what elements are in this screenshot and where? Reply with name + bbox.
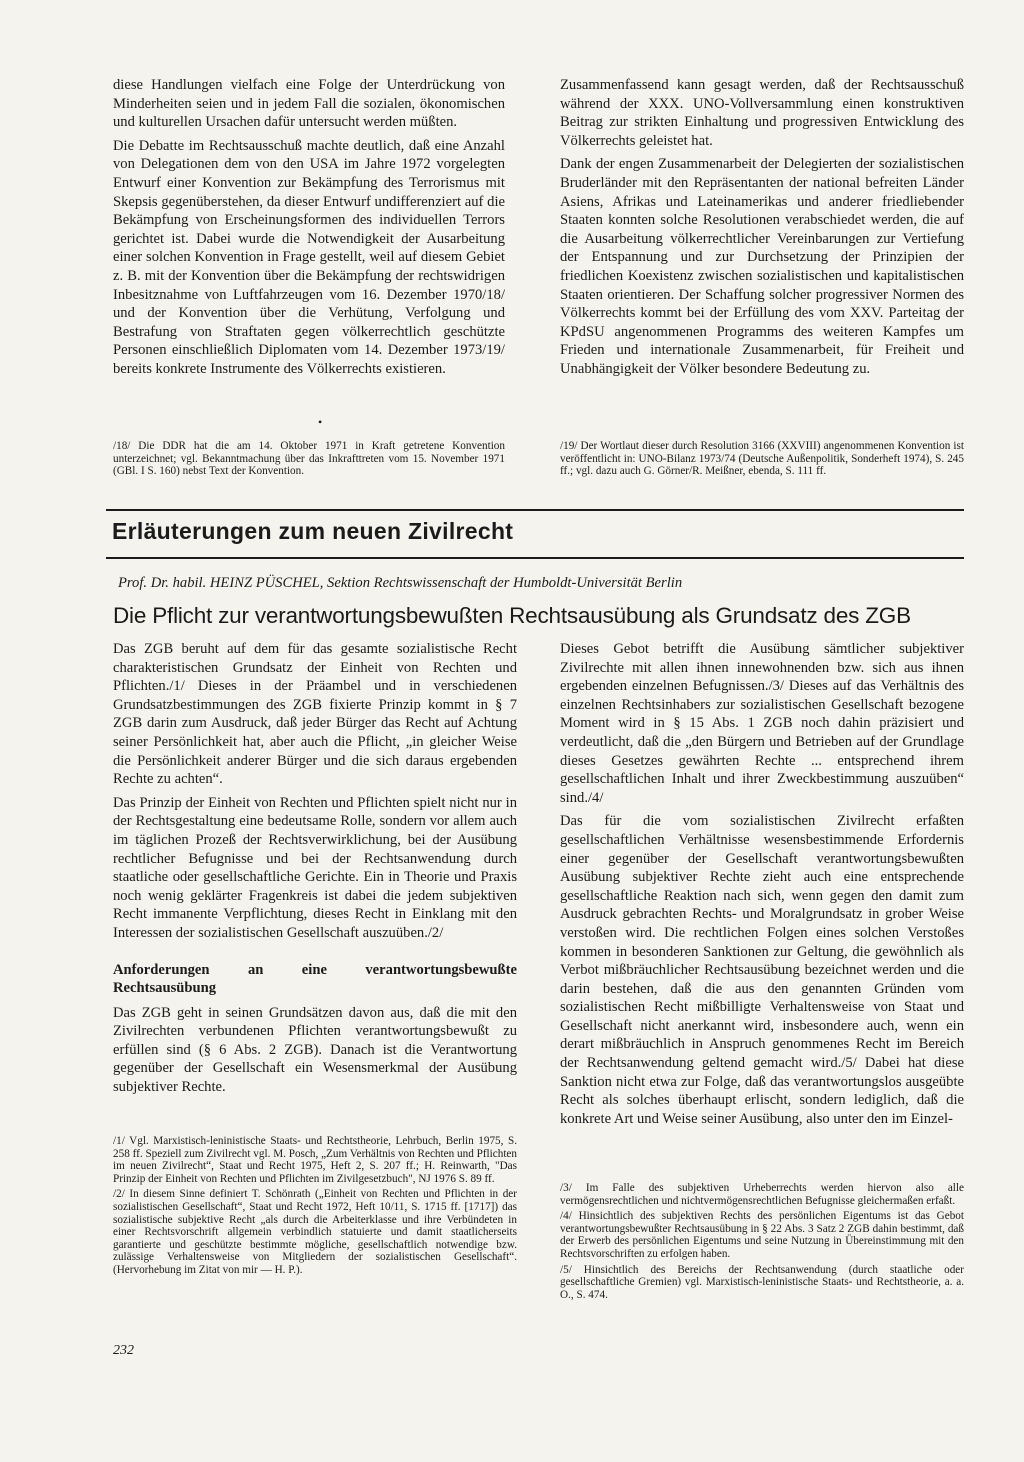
paragraph: Das ZGB geht in seinen Grundsätzen davon aus, daß die mit den Zivilrechten verbundenen Pflichten verantwortungsbewußt zu erfüllen sind (§ 6 Abs. 2 ZGB). Danach ist die Verantwortung gegenüber der Gesellschaft ein Wesensmerkmal der Ausübung subjektiver Rechte. (113, 1004, 517, 1096)
top-right-footnotes (560, 440, 964, 481)
bullet-mark-icon: • (318, 415, 323, 429)
footnote: /2/ In diesem Sinne definiert T. Schönrath („Einheit von Rechten und Pflichten in der sozialistischen Gesellschaft“, Staat und Recht 1972, Heft 10/11, S. 1715 ff. [1717]) das sozialistische subjektive Recht „als durch die Arbeiterklasse und ihre Verbündeten in einer Rechtsvorschrift allgemein verbindlich statuierte und damit staatlicherseits garantierte und geschützte bestimmte mögliche, gesellschaftlich notwendige bzw. zulässige Verhaltensweise von Mitgliedern der sozialistischen Gesellschaft“. (Hervorhebung im Zitat von mir — H. P.). (113, 1188, 517, 1276)
article-subheading: Anforderungen an eine verantwortungsbewußte Rechtsausübung (113, 961, 517, 997)
paragraph: Dank der engen Zusammenarbeit der Delegierten der sozialistischen Bruderländer mit den Repräsentanten der national befreiten Länder Asiens, Afrikas und Lateinamerikas und anderer friedliebender Staaten konnten solche Resolutionen verabschiedet werden, die auf die Ausarbeitung völkerrechtlicher Vereinbarungen zur Vertiefung der Entspannung und zur Durchsetzung der Prinzipien der friedlichen Koexistenz zwischen sozialistischen und kapitalistischen Staaten orientieren. Der Schaffung solcher progressiver Normen des Völkerrechts kommt bei der Erfüllung des vom XXV. Parteitag der KPdSU angenommenen Programms des weiteren Kampfes um Frieden und internationale Zusammenarbeit, für Freiheit und Unabhängigkeit der Völker besondere Bedeutung zu. (560, 156, 964, 377)
article-title: Die Pflicht zur verantwortungsbewußten Rechtsausübung als Grundsatz des ZGB (113, 603, 911, 628)
footnote: /1/ Vgl. Marxistisch-leninistische Staats- und Rechtstheorie, Lehrbuch, Berlin 1975, S. 258 ff. Speziell zum Zivilrecht vgl. M. Posch, „Zum Verhältnis von Rechten und Pflichten im neuen Zivilrecht“, Staat und Recht 1975, Heft 2, S. 207 ff.; H. Reinwarth, "Das Prinzip der Einheit von Rechten und Pflichten im Zivilgesetzbuch", NJ 1976 S. 89 ff. (113, 1135, 517, 1185)
top-left-footnotes (113, 440, 505, 481)
paragraph: Das ZGB beruht auf dem für das gesamte sozialistische Recht charakteristischen Grundsatz der Einheit von Rechten und Pflichten./1/ Dieses in der Präambel und in verschiedenen Grundsatzbestimmungen des ZGB fixierte Prinzip kommt in § 7 ZGB darin zum Ausdruck, daß jeder Bürger das Recht auf Achtung seiner Persönlichkeit hat, aber auch die Pflicht, „in gleicher Weise die Persönlichkeit anderer Bürger und die sich daraus ergebenden Rechte zu achten“. (113, 641, 517, 788)
footnote: /5/ Hinsichtlich des Bereichs der Rechtsanwendung (durch staatliche oder gesellschaftliche Gremien) vgl. Marxistisch-leninistische Staats- und Rechtstheorie, a. a. O., S. 474. (560, 1263, 964, 1301)
section-rule-top (106, 509, 964, 511)
article-right-footnotes (560, 1182, 964, 1304)
article-left-footnotes (113, 1135, 517, 1280)
paragraph: Dieses Gebot betrifft die Ausübung sämtlicher subjektiver Zivilrechte mit allen ihnen innewohnenden bzw. sich aus ihnen ergebenden einzelnen Befugnissen./3/ Dieses auf das Verhältnis des einzelnen Rechtsinhabers zur sozialistischen Gesellschaft bezogene Moment wird in § 15 Abs. 1 ZGB noch dahin präzisiert und verdeutlicht, daß die „den Bürgern und Betrieben auf der Grundlage dieses Gesetzes gewährten Rechte ... entsprechend ihrem gesellschaftlichen Inhalt und ihrer Zweckbestimmung auszuüben“ sind./4/ (560, 641, 964, 806)
paragraph: Das Prinzip der Einheit von Rechten und Pflichten spielt nicht nur in der Rechtsgestaltung eine bedeutsame Rolle, sondern vor allem auch im täglichen Prozeß der Rechtsverwirklichung, bei der Ausübung rechtlicher Befugnisse und bei der Rechtsanwendung durch staatliche oder gesellschaftliche Gerichte. Ein in Theorie und Praxis noch wenig geklärter Fragenkreis ist dabei die jedem subjektiven Recht immanente Verpflichtung, dieses Recht in Einklang mit den Interessen der sozialistischen Gesellschaft auszuüben./2/ (113, 794, 517, 941)
footnote: /19/ Der Wortlaut dieser durch Resolution 3166 (XXVIII) angenommenen Konvention ist veröffentlicht in: UNO-Bilanz 1973/74 (Deutsche Außenpolitik, Sonderheft 1974), S. 245 ff.; vgl. dazu auch G. Görner/R. Meißner, ebenda, S. 111 ff. (560, 440, 964, 478)
paragraph: Die Debatte im Rechtsausschuß machte deutlich, daß eine Anzahl von Delegationen dem von den USA im Jahre 1972 vorgelegten Entwurf einer Konvention zur Bekämpfung des Terrorismus mit Skepsis gegenüberstehen, da dieser Entwurf undifferenziert auf die Bekämpfung von Erscheinungsformen des individuellen Terrors gerichtet ist. Dabei wurde die Notwendigkeit der Ausarbeitung einer solchen Konvention in Frage gestellt, weil auf diesem Gebiet z. B. mit der Konvention über die Bekämpfung der rechtswidrigen Inbesitznahme von Luftfahrzeugen vom 16. Dezember 1970/18/ und der Konvention über die Verhütung, Verfolgung und Bestrafung von Straftaten gegen völkerrechtlich geschützte Personen einschließlich Diplomaten vom 14. Dezember 1973/19/ bereits konkrete Instrumente des Völkerrechts existieren. (113, 137, 505, 377)
top-right-column (560, 76, 964, 384)
section-rule-bottom (106, 557, 964, 559)
paragraph: diese Handlungen vielfach eine Folge der Unterdrückung von Minderheiten seien und in jedem Fall die sozialen, ökonomischen und kulturellen Ursachen dafür untersucht werden müßten. (113, 77, 505, 131)
section-title: Erläuterungen zum neuen Zivilrecht (112, 518, 514, 544)
paragraph: Das für die vom sozialistischen Zivilrecht erfaßten gesellschaftlichen Verhältnisse wesensbestimmende Erfordernis einer gegenüber der Gesellschaft verantwortungsbewußten Ausübung subjektiver Rechte zieht auch eine entsprechende gesellschaftliche Reaktion nach sich, wenn gegen den damit zum Ausdruck gebrachten Rechts- und Moralgrundsatz in grober Weise verstoßen wird. Die rechtlichen Folgen eines solchen Verstoßes kommen in besonderen Sanktionen zur Geltung, die gewöhnlich als Verbot mißbräuchlicher Rechtsausübung bezeichnet werden und die darin bestehen, daß die aus den genannten Gründen vom sozialistischen Recht mißbilligte Verhaltensweise von Staat und Gesellschaft nicht anerkannt wird, insbesondere auch, wenn ein derart mißbräuchlich in Anspruch genommenes Recht im Bereich der Rechtsanwendung geltend gemacht wird./5/ Dabei hat diese Sanktion nicht etwa zur Folge, daß das verantwortungslos ausgeübte Recht als solches überhaupt erlischt, sondern lediglich, daß die konkrete Art und Weise seiner Ausübung, also unter den im Einzel- (560, 813, 964, 1127)
page-number: 232 (113, 1343, 134, 1358)
article-author: Prof. Dr. habil. HEINZ PÜSCHEL, Sektion Rechtswissenschaft der Humboldt-Universität Berlin (118, 575, 683, 591)
article-right-column (560, 640, 964, 1133)
top-left-column (113, 76, 505, 384)
footnote: /3/ Im Falle des subjektiven Urheberrechts werden hiervon also alle vermögensrechtlichen und nichtvermögensrechtlichen Befugnisse gleichermaßen erfaßt. (560, 1182, 964, 1207)
article-left-column (113, 640, 517, 1102)
footnote: /18/ Die DDR hat die am 14. Oktober 1971 in Kraft getretene Konvention unterzeichnet; vgl. Bekanntmachung über das Inkrafttreten vom 15. November 1971 (GBl. I S. 160) nebst Text der Konvention. (113, 440, 505, 478)
paragraph: Zusammenfassend kann gesagt werden, daß der Rechtsausschuß während der XXX. UNO-Vollversammlung einen konstruktiven Beitrag zur strikten Einhaltung und progressiven Entwicklung des Völkerrechts geleistet hat. (560, 77, 964, 149)
footnote: /4/ Hinsichtlich des subjektiven Rechts des persönlichen Eigentums ist das Gebot verantwortungsbewußter Rechtsausübung in § 22 Abs. 3 Satz 2 ZGB dahin bestimmt, daß der Erwerb des persönlichen Eigentums und seine Nutzung in Übereinstimmung mit den Rechtsvorschriften zu erfolgen haben. (560, 1210, 964, 1260)
